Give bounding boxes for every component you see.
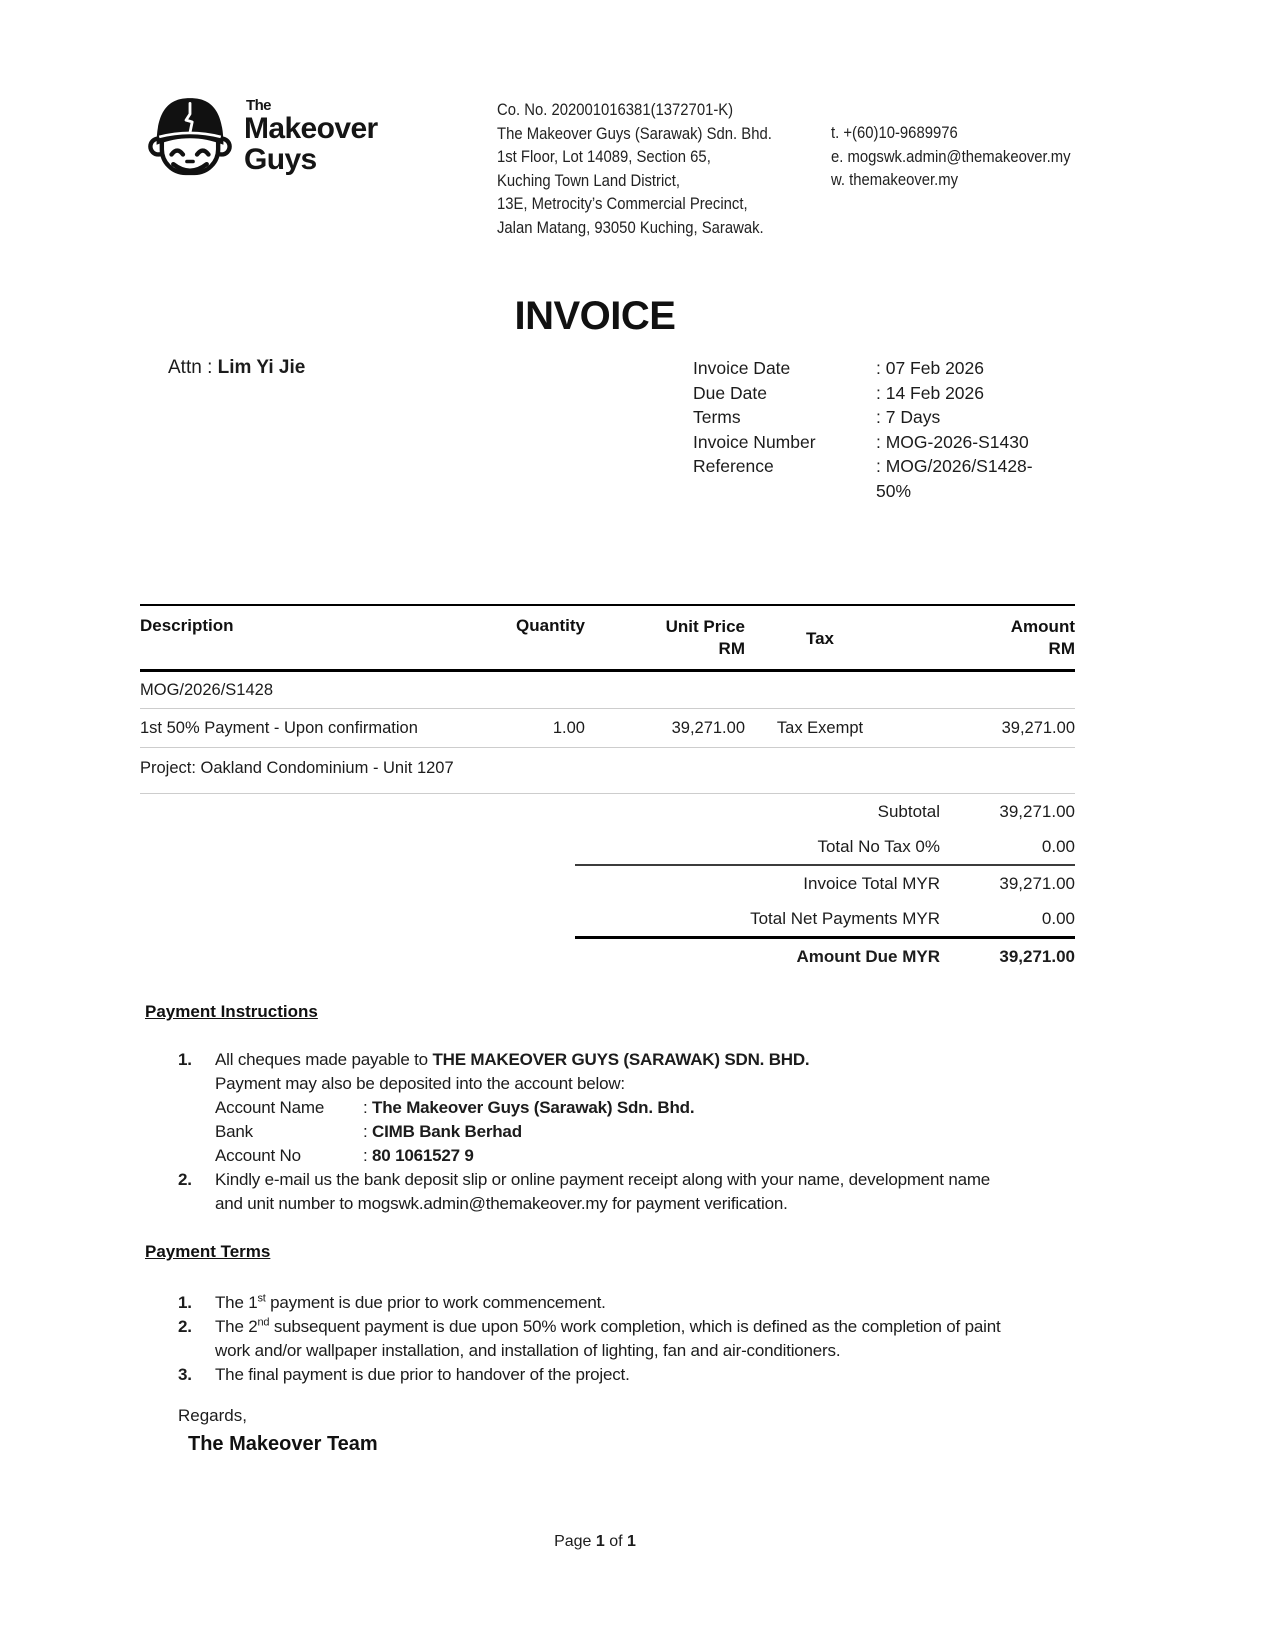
company-website: w. themakeover.my: [831, 171, 959, 189]
total-value: 0.00: [1041, 909, 1075, 928]
brand-makeover: Makeover: [244, 112, 378, 145]
total-row-no-tax: [575, 829, 1075, 866]
item-description: 1st 50% Payment - Upon confirmation: [140, 719, 418, 737]
detail-row: [693, 405, 1054, 430]
bank-value: [363, 1120, 522, 1144]
company-name: The Makeover Guys (Sarawak) Sdn. Bhd.: [497, 124, 772, 143]
detail-label: Invoice Date: [693, 358, 791, 378]
invoice-title: INVOICE: [514, 294, 676, 338]
payment-terms-section: [145, 1240, 1080, 1387]
payee-name: THE MAKEOVER GUYS (SARAWAK) SDN. BHD.: [432, 1050, 810, 1069]
items-table: [140, 604, 1075, 974]
signature-block: [178, 1406, 378, 1456]
account-name-text: The Makeover Guys (Sarawak) Sdn. Bhd.: [372, 1098, 695, 1117]
invoice-details: [693, 356, 1054, 503]
term-text: subsequent payment is due upon 50% work completion, which is defined as the completion of paint work and/or wallpaper installation, and installation of lighting, fan and air-conditioners.: [215, 1317, 1001, 1360]
total-label: Invoice Total MYR: [803, 874, 940, 893]
company-address-line: 1st Floor, Lot 14089, Section 65,: [497, 148, 711, 166]
project-note: Project: Oakland Condominium - Unit 1207: [140, 759, 454, 777]
company-address-line: Jalan Matang, 93050 Kuching, Sarawak.: [497, 218, 764, 237]
term-text: The 1: [215, 1293, 258, 1312]
col-amount-currency: RM: [1048, 639, 1075, 658]
list-number: 2.: [178, 1317, 192, 1336]
payment-instructions-list: [145, 1048, 1080, 1216]
payment-terms-heading: Payment Terms: [145, 1242, 271, 1261]
brand-wordmark: [244, 98, 378, 180]
detail-row: [693, 454, 1054, 503]
col-unit-price: [585, 616, 745, 660]
account-no-row: [215, 1144, 1010, 1168]
bank-name-text: CIMB Bank Berhad: [372, 1122, 522, 1141]
total-label: Total Net Payments MYR: [750, 909, 940, 928]
company-contact: [831, 122, 1071, 193]
term-item-body: [215, 1363, 1010, 1387]
account-name-label: Account Name: [215, 1098, 325, 1117]
detail-row: [693, 430, 1054, 455]
total-label: Subtotal: [877, 802, 940, 821]
bank-label: Bank: [215, 1122, 253, 1141]
totals: [575, 794, 1075, 974]
ordinal-superscript: nd: [257, 1316, 270, 1329]
account-no-label: Account No: [215, 1146, 301, 1165]
list-number: 1.: [178, 1293, 192, 1312]
detail-value: : 14 Feb 2026: [876, 382, 984, 403]
detail-label: Terms: [693, 407, 741, 427]
brand-the: The: [246, 97, 271, 114]
amount-due-label: Amount Due MYR: [796, 947, 940, 966]
company-address-line: Kuching Town Land District,: [497, 171, 680, 190]
item-unit-price: 39,271.00: [671, 719, 745, 737]
detail-label: Invoice Number: [693, 431, 816, 452]
page-number-text: Page: [554, 1533, 596, 1550]
term-item-2: [145, 1315, 1080, 1363]
term-text: The 2: [215, 1317, 258, 1336]
page-number-text: of: [604, 1533, 628, 1550]
item-amount: 39,271.00: [1001, 719, 1075, 737]
total-row-net-payments: [575, 901, 1075, 939]
col-unit-price-currency: RM: [718, 639, 745, 658]
company-address-line: 13E, Metrocity’s Commercial Precinct,: [497, 195, 748, 213]
colon-separator: :: [363, 1146, 373, 1165]
cheque-line-text: All cheques made payable to: [215, 1050, 433, 1069]
term-item-1: [145, 1291, 1080, 1315]
makeover-guys-logo: [146, 92, 378, 180]
detail-value: : 7 Days: [876, 407, 941, 427]
col-description: Description: [140, 616, 234, 635]
attn-name: Lim Yi Jie: [217, 357, 306, 378]
regards-text: Regards,: [178, 1406, 247, 1425]
total-value: 39,271.00: [999, 802, 1075, 821]
item-quantity: 1.00: [552, 719, 585, 737]
col-quantity: Quantity: [516, 616, 585, 635]
list-number: 3.: [178, 1365, 192, 1384]
team-name: The Makeover Team: [188, 1433, 378, 1455]
total-row-invoice-total: [575, 866, 1075, 901]
deposit-line: Payment may also be deposited into the account below:: [215, 1074, 625, 1093]
amount-due-value: 39,271.00: [999, 947, 1075, 966]
account-no-text: 80 1061527 9: [372, 1146, 474, 1165]
colon-separator: :: [363, 1122, 373, 1141]
payment-terms-list: [145, 1291, 1080, 1387]
company-email: e. mogswk.admin@themakeover.my: [831, 147, 1071, 166]
detail-row: [693, 381, 1054, 406]
ordinal-superscript: st: [257, 1292, 266, 1305]
detail-value: : MOG/2026/S1428-50%: [876, 456, 1033, 501]
term-text: payment is due prior to work commencement.: [265, 1293, 606, 1312]
company-info: [497, 99, 772, 240]
account-no-value: [363, 1144, 474, 1168]
term-text: The final payment is due prior to handover of the project.: [215, 1365, 630, 1384]
page-number-total: 1: [627, 1533, 636, 1550]
makeover-guys-face-icon: [146, 92, 234, 180]
list-number: 1.: [178, 1050, 192, 1069]
colon-separator: :: [363, 1098, 373, 1117]
page-number-current: 1: [595, 1533, 605, 1550]
total-label: Total No Tax 0%: [817, 837, 940, 856]
detail-row: [693, 356, 1054, 381]
detail-label: Due Date: [693, 382, 767, 403]
list-number: 2.: [178, 1170, 192, 1189]
term-item-3: [145, 1363, 1080, 1387]
col-amount-label: Amount: [1010, 617, 1075, 636]
detail-label: Reference: [693, 456, 774, 476]
page-number: [140, 1533, 1050, 1551]
line-item-row: [140, 709, 1075, 748]
company-registration: Co. No. 202001016381(1372701-K): [497, 101, 734, 119]
col-unit-price-label: Unit Price: [665, 617, 745, 636]
detail-value: : MOG-2026-S1430: [876, 431, 1029, 452]
term-item-body: [215, 1315, 1010, 1363]
total-value: 0.00: [1041, 837, 1075, 856]
payment-instructions-heading: Payment Instructions: [145, 1002, 318, 1021]
instruction-item-body: Kindly e-mail us the bank deposit slip or online payment receipt along with your name, development name and unit number to mogswk.admin@themakeover.my for payment verification.: [215, 1170, 991, 1213]
detail-value: : 07 Feb 2026: [876, 358, 984, 378]
instruction-item-1: [145, 1048, 1080, 1168]
payment-instructions-section: [145, 1000, 1080, 1216]
total-row-subtotal: [575, 794, 1075, 829]
attn-label: Attn :: [168, 357, 218, 378]
brand-guys: Guys: [244, 143, 317, 176]
item-tax: Tax Exempt: [776, 719, 864, 737]
instruction-item-2: [145, 1168, 1080, 1216]
bank-row: [215, 1120, 1010, 1144]
company-phone: t. +(60)10-9689976: [831, 124, 958, 142]
account-name-row: [215, 1096, 1010, 1120]
project-note-row: [140, 748, 1075, 794]
account-name-value: [363, 1096, 694, 1120]
group-reference-row: MOG/2026/S1428: [140, 672, 1075, 709]
amount-due-row: [575, 939, 1075, 974]
total-value: 39,271.00: [999, 874, 1075, 893]
cheque-line: [215, 1048, 1010, 1072]
table-header: [140, 604, 1075, 672]
attn-line: [168, 357, 305, 379]
term-item-body: [215, 1291, 1010, 1315]
col-amount: [895, 616, 1075, 660]
col-tax: Tax: [805, 629, 835, 648]
instruction-item-body: [215, 1048, 1010, 1168]
